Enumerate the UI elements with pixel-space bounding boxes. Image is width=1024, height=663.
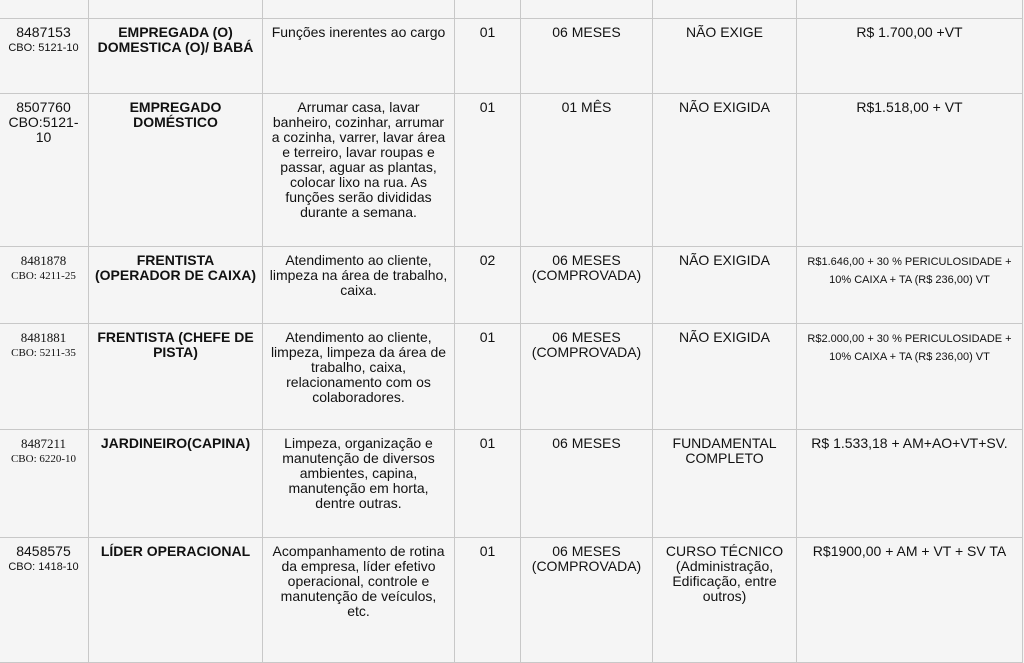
job-title: LÍDER OPERACIONAL — [89, 538, 263, 663]
job-code: 8507760 — [16, 99, 71, 115]
job-vacancies: 01 — [455, 19, 521, 94]
job-description: Acompanhamento de rotina da empresa, líder efetivo operacional, controle e manutenção de veículos, etc. — [263, 538, 455, 663]
job-code-cell — [0, 94, 89, 247]
job-code-cell — [0, 430, 89, 538]
job-description: Funções inerentes ao cargo — [263, 19, 455, 94]
job-vacancies: 02 — [455, 247, 521, 324]
job-salary: R$1.646,00 + 30 % PERICULOSIDADE + 10% CAIXA + TA (R$ 236,00) VT — [797, 247, 1023, 324]
job-education: NÃO EXIGIDA — [653, 94, 797, 247]
job-cbo: CBO:5121-10 — [8, 114, 79, 145]
job-code: 8481878 — [20, 253, 67, 268]
job-code-cell — [0, 538, 89, 663]
table-row-top-stub — [0, 0, 1023, 19]
job-vacancies: 01 — [455, 430, 521, 538]
job-cbo: CBO: 5211-35 — [11, 347, 76, 359]
job-title: FRENTISTA (CHEFE DE PISTA) — [89, 324, 263, 430]
job-cbo: CBO: 4211-25 — [11, 270, 76, 282]
job-code-cell — [0, 247, 89, 324]
job-education: NÃO EXIGIDA — [653, 247, 797, 324]
table-row — [0, 324, 1023, 430]
empty-cell — [455, 0, 521, 19]
empty-cell — [797, 0, 1023, 19]
job-cbo: CBO: 1418-10 — [8, 561, 79, 573]
job-code: 8481881 — [20, 330, 67, 345]
table-row — [0, 94, 1023, 247]
empty-cell — [263, 0, 455, 19]
table-row — [0, 247, 1023, 324]
job-title: JARDINEIRO(CAPINA) — [89, 430, 263, 538]
job-experience: 06 MESES — [521, 19, 653, 94]
empty-cell — [89, 0, 263, 19]
job-salary: R$ 1.700,00 +VT — [797, 19, 1023, 94]
job-vacancies: 01 — [455, 538, 521, 663]
job-cbo: CBO: 5121-10 — [8, 42, 79, 54]
job-code: 8458575 — [16, 543, 71, 559]
job-vacancies: 01 — [455, 324, 521, 430]
table-row — [0, 19, 1023, 94]
job-code-cell — [0, 324, 89, 430]
empty-cell — [521, 0, 653, 19]
table-row — [0, 538, 1023, 663]
job-salary: R$ 1.533,18 + AM+AO+VT+SV. — [797, 430, 1023, 538]
job-education: NÃO EXIGIDA — [653, 324, 797, 430]
job-code-cell — [0, 19, 89, 94]
job-experience: 06 MESES (COMPROVADA) — [521, 324, 653, 430]
job-education: FUNDAMENTAL COMPLETO — [653, 430, 797, 538]
job-education: CURSO TÉCNICO (Administração, Edificação, entre outros) — [653, 538, 797, 663]
job-salary: R$1900,00 + AM + VT + SV TA — [797, 538, 1023, 663]
empty-cell — [0, 0, 89, 19]
job-salary: R$1.518,00 + VT — [797, 94, 1023, 247]
empty-cell — [653, 0, 797, 19]
job-title: FRENTISTA (OPERADOR DE CAIXA) — [89, 247, 263, 324]
job-experience: 06 MESES (COMPROVADA) — [521, 247, 653, 324]
job-code: 8487211 — [20, 436, 67, 451]
job-salary: R$2.000,00 + 30 % PERICULOSIDADE + 10% CAIXA + TA (R$ 236,00) VT — [797, 324, 1023, 430]
job-description: Atendimento ao cliente, limpeza, limpeza da área de trabalho, caixa, relacionamento com os colaboradores. — [263, 324, 455, 430]
job-title: EMPREGADA (O) DOMESTICA (O)/ BABÁ — [89, 19, 263, 94]
job-vacancies: 01 — [455, 94, 521, 247]
table-row — [0, 430, 1023, 538]
job-cbo: CBO: 6220-10 — [10, 453, 77, 465]
job-experience: 06 MESES — [521, 430, 653, 538]
job-experience: 01 MÊS — [521, 94, 653, 247]
job-description: Arrumar casa, lavar banheiro, cozinhar, arrumar a cozinha, varrer, lavar área e terreiro, lavar roupas e passar, aguar as plantas, colocar lixo na rua. As funções serão divididas durante a semana. — [263, 94, 455, 247]
job-code: 8487153 — [16, 24, 71, 40]
job-experience: 06 MESES (COMPROVADA) — [521, 538, 653, 663]
job-title: EMPREGADO DOMÉSTICO — [89, 94, 263, 247]
job-description: Limpeza, organização e manutenção de diversos ambientes, capina, manutenção em horta, dentre outras. — [263, 430, 455, 538]
job-education: NÃO EXIGE — [653, 19, 797, 94]
job-description: Atendimento ao cliente, limpeza na área de trabalho, caixa. — [263, 247, 455, 324]
